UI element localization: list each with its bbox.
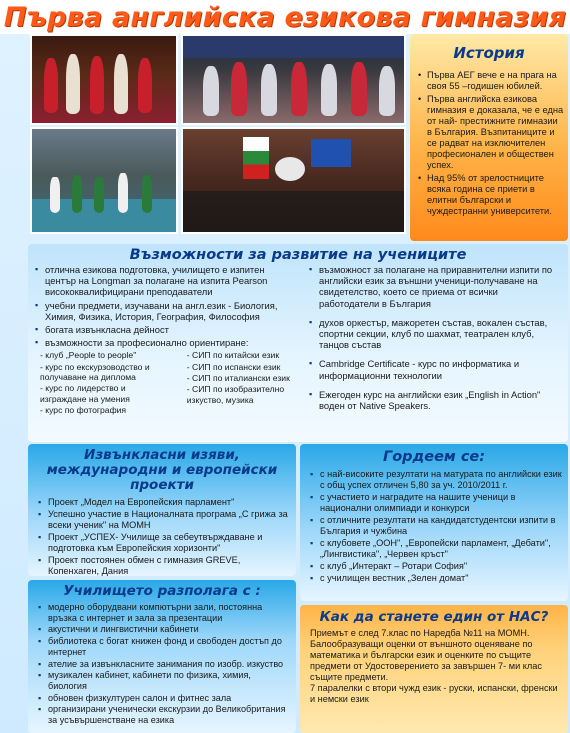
photo-folk-dancers bbox=[30, 34, 178, 125]
projects-title: Извънкласни изяви, международни и европейски проекти bbox=[46, 447, 278, 493]
facilities-panel bbox=[28, 580, 296, 733]
admission-title: Как да станете един от НАС? bbox=[319, 609, 549, 625]
photo-volleyball bbox=[30, 127, 178, 234]
admission-paragraph: Приемът е след 7.клас по Наредба №11 на МОМН. bbox=[310, 628, 530, 638]
list-item: ▪ с клубовете „ООН", „Европейски парламент, „Дебати", „Лингвистика", „Червен кръст" bbox=[310, 538, 562, 560]
list-item: • Първа АЕГ вече е на прага на своя 55 –годишен юбилей. bbox=[418, 70, 564, 92]
list-item: • Първа английска езикова гимназия е доказала, че е една от най- престижните гимназии в България. Възпитаниците и се радват на изключителен професионален и обществен успех. bbox=[418, 94, 564, 171]
page-title: Първа английска езикова гимназия bbox=[3, 2, 567, 33]
list-item: ▪ възможности за професионално ориентиране: bbox=[34, 337, 294, 348]
list-item: ▪ акустични и лингвистични кабинети bbox=[38, 624, 290, 635]
career-options bbox=[34, 350, 294, 416]
list-item: ▪ с училищен вестник „Зелен домат" bbox=[310, 573, 562, 584]
list-item: - клуб „People to people" bbox=[40, 350, 137, 361]
list-item: ▪ обновен физкултурен салон и фитнес зала bbox=[38, 693, 290, 704]
list-item: - СИП по китайски език bbox=[186, 350, 280, 361]
opportunities-title: Възможности за развитие на учениците bbox=[129, 247, 467, 263]
list-item: ▪ музикален кабинет, кабинети по физика, химия, биология bbox=[38, 670, 290, 691]
projects-panel bbox=[28, 444, 296, 576]
history-title: История bbox=[453, 44, 525, 62]
title-banner bbox=[0, 0, 570, 34]
list-item: - СИП по изобразително изкуство, музика bbox=[186, 384, 285, 405]
admission-paragraph: Балообразуващи оценки от външното оценяване по математика и български език и оценките по същите предмети от Удостоверението за завършен 7- ми клас същите предмети. bbox=[310, 639, 542, 682]
list-item: - курс по фотография bbox=[40, 404, 127, 415]
list-item: ▪ с най-високите резултати на матурата по английски език с общ успех отличен 5,80 за уч. 2010/2011 г. bbox=[310, 469, 562, 491]
facilities-list bbox=[28, 602, 296, 726]
list-item: ▪ учебни предмети, изучавани на англ.език - Биология, Химия, Физика, История, География, Философия bbox=[34, 300, 294, 322]
history-panel bbox=[410, 34, 568, 241]
list-item: ▪ организирани ученически екскурзии до Великобритания за усъвършенстване на езика bbox=[38, 704, 290, 725]
list-item: - курс по лидерство и изграждане на умения bbox=[40, 383, 130, 404]
admission-paragraph: 7 паралелки с втори чужд език - руски, испански, френски и немски език bbox=[310, 683, 558, 704]
achievements-title: Гордеем се: bbox=[382, 449, 486, 465]
photo-majorettes bbox=[181, 34, 406, 125]
achievements-panel bbox=[300, 444, 568, 601]
list-item: ▪ с участието и наградите на нашите ученици в национални олимпиади и конкурси bbox=[310, 492, 562, 514]
admission-panel bbox=[300, 605, 568, 733]
list-item: ▪ ателие за извънкласните занимания по изобр. изкуство bbox=[38, 659, 290, 670]
opportunities-left-column bbox=[34, 264, 294, 416]
list-item: ▪ Проект постоянен обмен с гимназия GREVE, Копенхаген, Дания bbox=[38, 555, 290, 577]
list-item: - СИП по испански език bbox=[186, 361, 281, 372]
list-item: - курс по екскурзоводство и получаване на диплома bbox=[40, 361, 150, 383]
history-list bbox=[410, 70, 568, 217]
list-item: - СИП по италиански език bbox=[186, 373, 290, 384]
list-item: ▪ модерно оборудвани компютърни зали, постоянна връзка с интернет и зала за презентации bbox=[38, 602, 290, 623]
list-item: ▪ богата извънкласна дейност bbox=[34, 324, 294, 335]
list-item: ▪ Cambridge Certificate - курс по информатика и информационни технологии bbox=[308, 358, 560, 380]
list-item: ▪ Успешно участие в Националната програма „С грижа за всеки ученик" на МОМН bbox=[38, 509, 290, 531]
admission-body bbox=[300, 625, 568, 705]
opportunities-right-column bbox=[308, 264, 560, 413]
list-item: • Над 95% от зрелостниците всяка година се приети в елитни български и чуждестранни университети. bbox=[418, 173, 564, 217]
list-item: ▪ с клуб „Интеракт – Ротари София" bbox=[310, 561, 562, 572]
facilities-title: Училището разполага с : bbox=[63, 583, 261, 599]
list-item: ▪ библиотека с богат книжен фонд и свободен достъп до интернет bbox=[38, 636, 290, 657]
list-item: ▪ отлична езикова подготовка, училището е изпитен център на Longman за полагане на изпита Pearson висококвалифицирани преподаватели bbox=[34, 264, 294, 298]
list-item: ▪ Ежегоден курс на английски език „English in Action" воден от Native Speakers. bbox=[308, 389, 560, 411]
opportunities-panel bbox=[28, 244, 568, 442]
list-item: ▪ духов оркестър, мажоретен състав, вокален състав, спортни секции, клуб по шахмат, театрален клуб, танцов състав bbox=[308, 317, 560, 351]
list-item: ▪ Проект „УСПЕХ- Училище за себеутвърждаване и подготовка към Европейския хоризонти" bbox=[38, 532, 290, 554]
list-item: ▪ с отличните резултати на кандидатстудентски изпити в България и чужбина bbox=[310, 515, 562, 537]
list-item: ▪ Проект „Модел на Европейския парламент" bbox=[38, 497, 290, 508]
achievements-list bbox=[300, 469, 568, 584]
list-item: ▪ възможност за полагане на приравнителни изпити по английски език за външни ученици-получаване на свидетелство, което се приема от всички работодатели в България bbox=[308, 264, 560, 309]
photo-brass-orchestra bbox=[181, 127, 406, 234]
projects-list bbox=[28, 497, 296, 577]
